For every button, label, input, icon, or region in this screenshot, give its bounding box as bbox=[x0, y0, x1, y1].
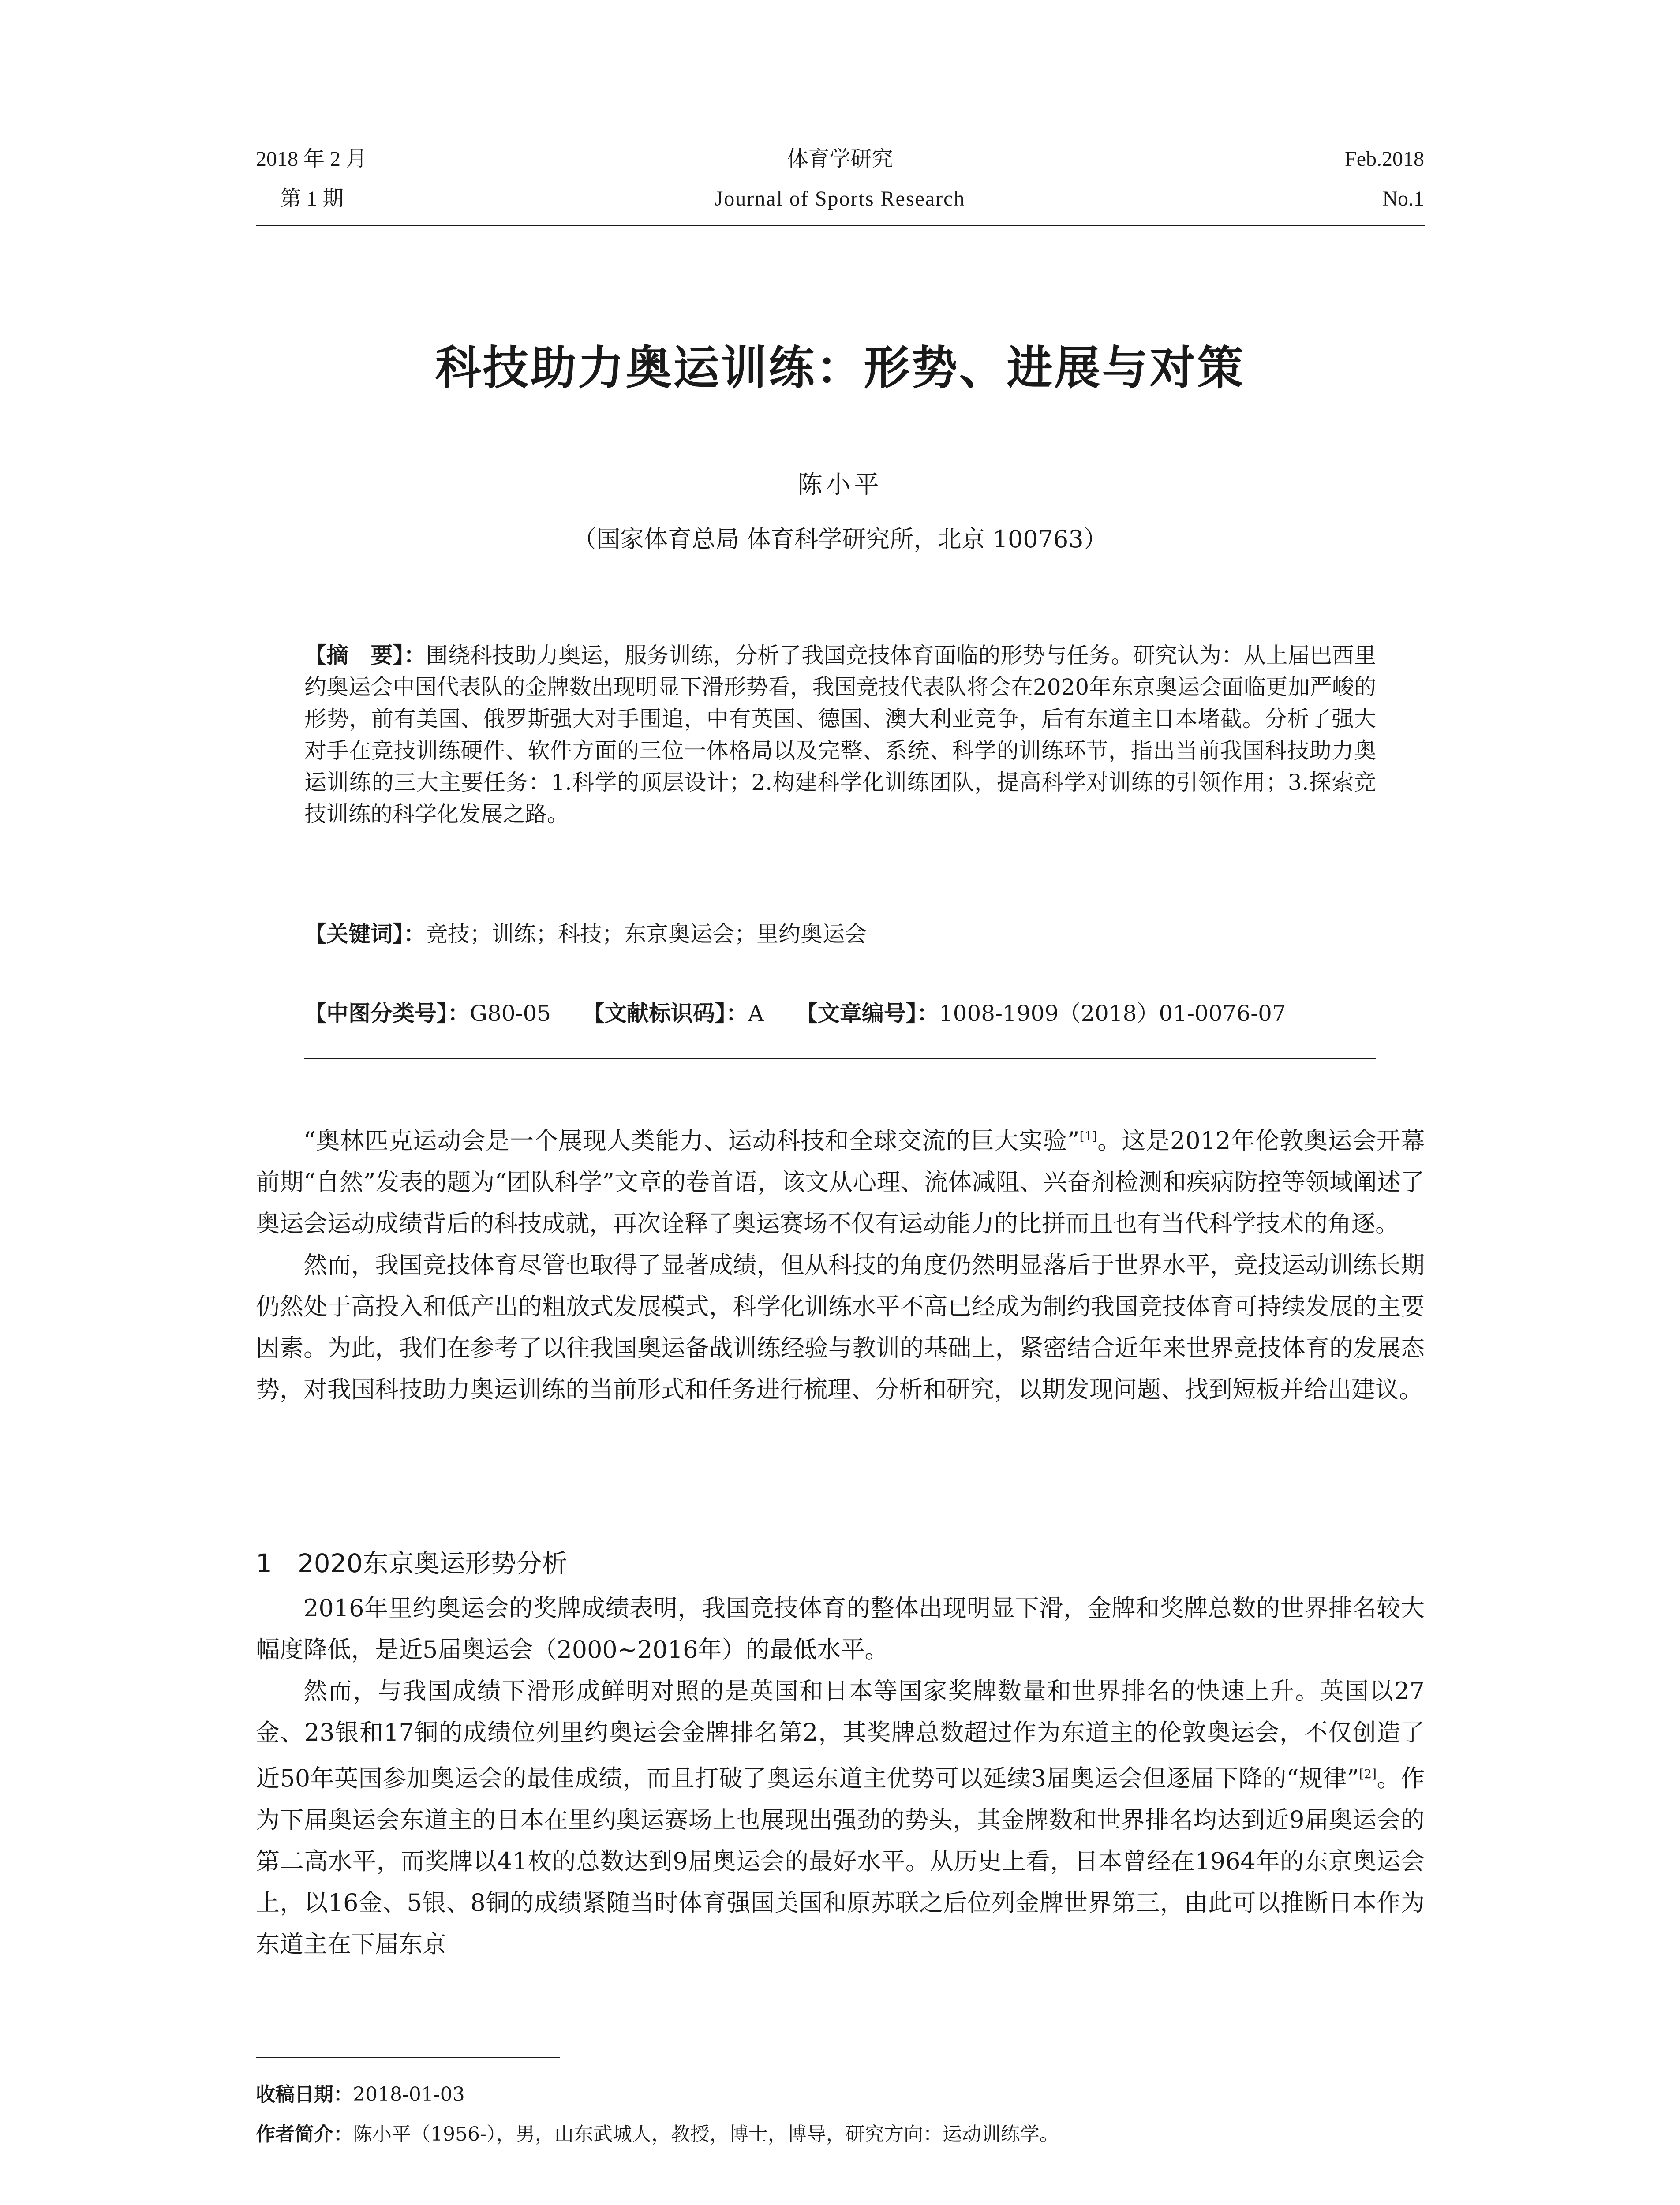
header-issue-en: No.1 bbox=[1382, 187, 1424, 210]
article-title: 科技助力奥运训练：形势、进展与对策 bbox=[435, 341, 1245, 395]
classification-line bbox=[304, 998, 1376, 1029]
article-number-value: 1008-1909（2018）01-0076-07 bbox=[939, 1001, 1286, 1026]
header-rule bbox=[256, 225, 1425, 226]
author-bio-value: 陈小平（1956-），男，山东武城人，教授，博士，博导，研究方向：运动训练学。 bbox=[353, 2123, 1059, 2145]
paragraph-1-part-b: 。这是2012年伦敦奥运会开幕前期“自然”发表的题为“团队科学”文章的卷首语，该文从心理、流体减阻、兴奋剂检测和疾病防控等领域阐述了奥运会运动成绩背后的科技成就，再次诠释了奥运赛场不仅有运动能力的比拼而且也有当代科学技术的角逐。 bbox=[256, 1127, 1425, 1237]
received-label: 收稿日期： bbox=[256, 2083, 353, 2106]
paragraph-1 bbox=[256, 1116, 1425, 1245]
clc-value: G80-05 bbox=[470, 1001, 551, 1026]
paragraph-4 bbox=[256, 1671, 1425, 1965]
footnote-rule bbox=[256, 2057, 560, 2058]
clc-label: 【中图分类号】： bbox=[304, 1001, 470, 1026]
received-date bbox=[256, 2082, 465, 2108]
article-number-label: 【文章编号】： bbox=[795, 1001, 939, 1026]
author-name: 陈小平 bbox=[797, 471, 883, 499]
section-heading-1: 1 2020东京奥运形势分析 bbox=[256, 1548, 568, 1578]
keywords bbox=[304, 918, 1376, 950]
header-issue: 第 1 期 bbox=[280, 187, 344, 210]
paragraph-2: 然而，我国竞技体育尽管也取得了显著成绩，但从科技的角度仍然明显落后于世界水平，竞技运动训练长期仍然处于高投入和低产出的粗放式发展模式，科学化训练水平不高已经成为制约我国竞技体育可持续发展的主要因素。为此，我们在参考了以往我国奥运备战训练经验与教训的基础上，紧密结合近年来世界竞技体育的发展态势，对我国科技助力奥运训练的当前形式和任务进行梳理、分析和研究，以期发现问题、找到短板并给出建议。 bbox=[256, 1251, 1425, 1403]
abstract bbox=[304, 639, 1376, 830]
paragraph-4-part-b: 。作为下届奥运会东道主的日本在里约奥运赛场上也展现出强劲的势头，其金牌数和世界排名均达到近9届奥运会的第二高水平，而奖牌以41枚的总数达到9届奥运会的最好水平。从历史上看，日本曾经在1964年的东京奥运会上，以16金、5银、8铜的成绩紧随当时体育强国美国和原苏联之后位列金牌世界第三，由此可以推断日本作为东道主在下届东京 bbox=[256, 1764, 1425, 1958]
citation-1: [1] bbox=[1079, 1129, 1097, 1144]
header-date-en: Feb.2018 bbox=[1345, 147, 1424, 171]
author-bio-label: 作者简介： bbox=[256, 2123, 353, 2145]
body-intro bbox=[256, 1116, 1425, 1410]
keywords-text: 竞技；训练；科技；东京奥运会；里约奥运会 bbox=[426, 921, 867, 947]
author-bio bbox=[256, 2121, 1059, 2148]
journal-name-en: Journal of Sports Research bbox=[715, 187, 965, 210]
received-value: 2018-01-03 bbox=[353, 2083, 465, 2106]
paragraph-3: 2016年里约奥运会的奖牌成绩表明，我国竞技体育的整体出现明显下滑，金牌和奖牌总数的世界排名较大幅度降低，是近5届奥运会（2000~2016年）的最低水平。 bbox=[256, 1594, 1425, 1663]
body-section-1 bbox=[256, 1588, 1425, 1965]
doc-code-label: 【文献标识码】： bbox=[582, 1001, 748, 1026]
citation-2: [2] bbox=[1359, 1767, 1377, 1781]
abstract-label: 【摘 要】： bbox=[304, 643, 426, 668]
paragraph-4-part-a: 然而，与我国成绩下滑形成鲜明对照的是英国和日本等国家奖牌数量和世界排名的快速上升。英国以27金、23银和17铜的成绩位列里约奥运会金牌排名第2，其奖牌总数超过作为东道主的伦敦奥运会，不仅创造了近50年英国参加奥运会的最佳成绩，而且打破了奥运东道主优势可以延续3届奥运会但逐届下降的“规律” bbox=[256, 1677, 1425, 1792]
abstract-bottom-rule bbox=[304, 1058, 1376, 1059]
paragraph-1-part-a: “奥林匹克运动会是一个展现人类能力、运动科技和全球交流的巨大实验” bbox=[303, 1127, 1080, 1155]
header-date: 2018 年 2 月 bbox=[256, 147, 367, 171]
doc-code-value: A bbox=[748, 1001, 764, 1026]
journal-name-cn: 体育学研究 bbox=[787, 147, 893, 171]
abstract-text: 围绕科技助力奥运，服务训练，分析了我国竞技体育面临的形势与任务。研究认为：从上届巴西里约奥运会中国代表队的金牌数出现明显下滑形势看，我国竞技代表队将会在2020年东京奥运会面临更加严峻的形势，前有美国、俄罗斯强大对手围追，中有英国、德国、澳大利亚竞争，后有东道主日本堵截。分析了强大对手在竞技训练硬件、软件方面的三位一体格局以及完整、系统、科学的训练环节，指出当前我国科技助力奥运训练的三大主要任务：1.科学的顶层设计；2.构建科学化训练团队，提高科学对训练的引领作用；3.探索竞技训练的科学化发展之路。 bbox=[304, 643, 1376, 827]
author-affiliation: （国家体育总局 体育科学研究所，北京 100763） bbox=[572, 525, 1108, 553]
keywords-label: 【关键词】： bbox=[304, 921, 426, 947]
